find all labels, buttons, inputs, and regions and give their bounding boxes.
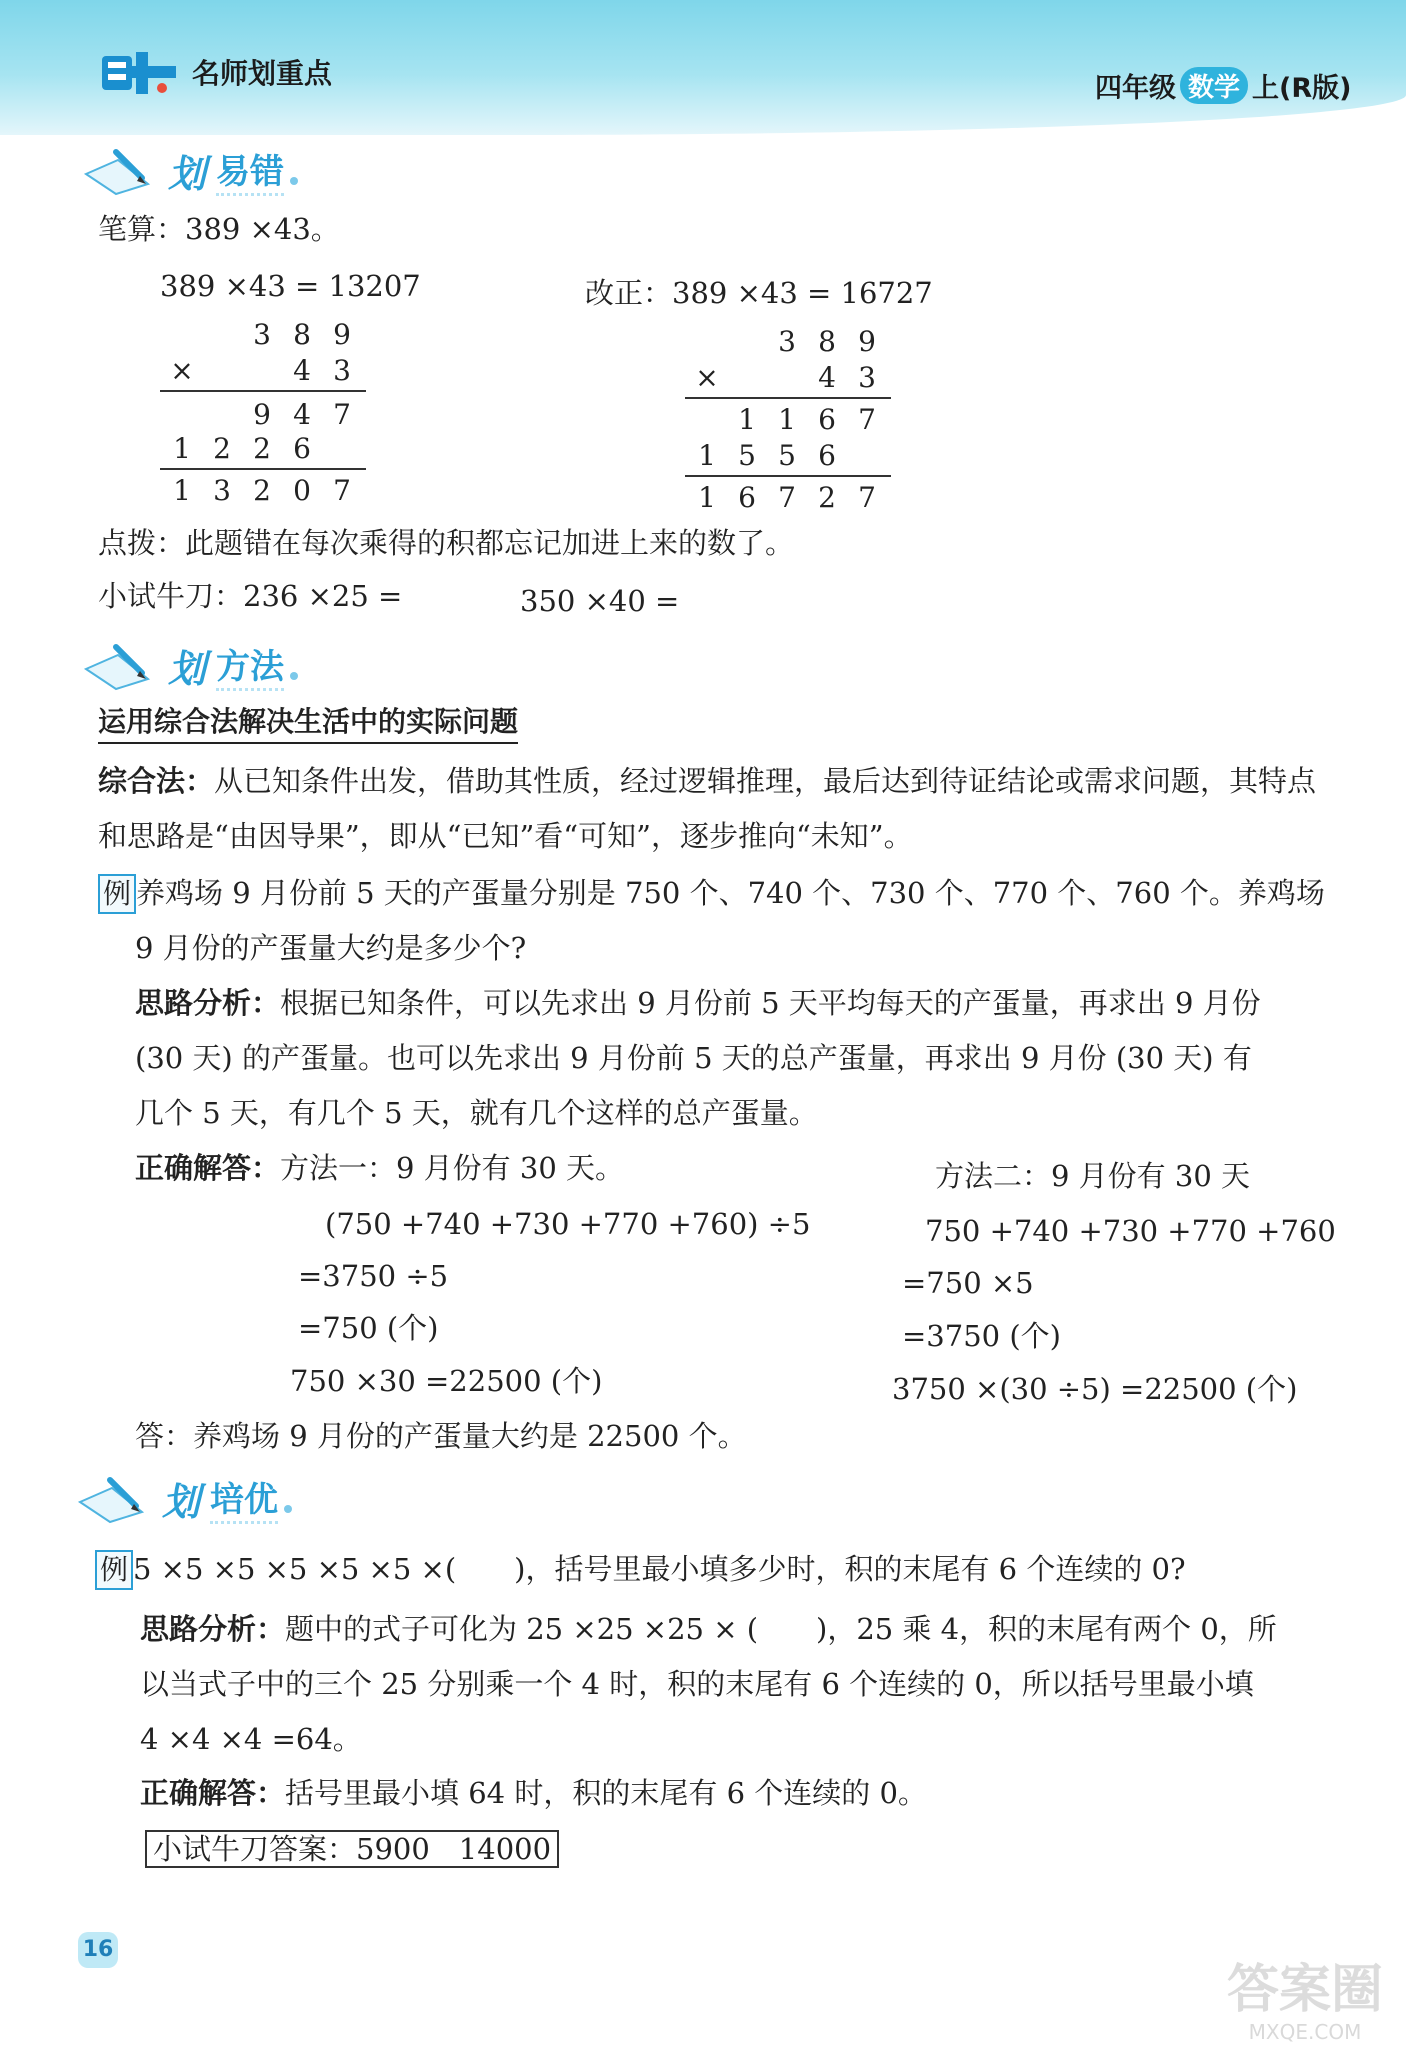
analysis-line-3: 几个 5 天，有几个 5 天，就有几个这样的总产蛋量。 <box>135 1096 818 1130</box>
answer-text: 括号里最小填 64 时，积的末尾有 6 个连续的 0。 <box>285 1776 927 1810</box>
example-text: 养鸡场 9 月份前 5 天的产蛋量分别是 750 个、740 个、730 个、770 个、760 个。养鸡场 <box>136 876 1325 910</box>
section-title-mistakes: 易错 <box>216 144 284 196</box>
try-it-answer: 小试牛刀答案：5900 14000 <box>145 1830 559 1868</box>
digit: 4 <box>818 361 836 394</box>
digit: 7 <box>778 481 796 514</box>
grade-prefix: 四年级 <box>1095 73 1176 104</box>
analysis-line-1 <box>135 982 1261 1026</box>
digit: 6 <box>818 439 836 472</box>
analysis-line-2: (30 天) 的产蛋量。也可以先求出 9 月份前 5 天的总产蛋量，再求出 9 月份 (30 天) 有 <box>135 1041 1252 1075</box>
analysis-label: 思路分析： <box>135 986 281 1020</box>
digit: 2 <box>213 432 231 465</box>
example-1-line-2: 9 月份的产蛋量大约是多少个? <box>135 931 527 965</box>
calc-line <box>160 390 366 392</box>
method-2-line-3: =3750 (个) <box>902 1319 1061 1353</box>
digit: 2 <box>253 474 271 507</box>
method-2-line-1: 750 +740 +730 +770 +760 <box>925 1214 1336 1248</box>
method-1-line-1: (750 +740 +730 +770 +760) ÷5 <box>325 1207 811 1241</box>
subject-badge: 数学 <box>1180 67 1248 104</box>
times-sign: × <box>170 354 194 387</box>
section-hua: 划 <box>168 151 207 196</box>
times-sign: × <box>695 361 719 394</box>
analysis-2-line-3: 4 ×4 ×4 =64。 <box>140 1722 362 1756</box>
digit: 3 <box>333 354 351 387</box>
digit: 6 <box>738 481 756 514</box>
digit: 6 <box>293 432 311 465</box>
grade-subject-label <box>1095 66 1352 105</box>
digit: 3 <box>778 325 796 358</box>
digit: 4 <box>293 354 311 387</box>
try-it-1: 小试牛刀：236 ×25 = <box>98 579 403 613</box>
answer-2-line <box>140 1772 927 1816</box>
section-header-advanced <box>76 1468 292 1528</box>
digit: 1 <box>698 481 716 514</box>
digit: 2 <box>253 432 271 465</box>
method-2-title: 方法二：9 月份有 30 天 <box>935 1159 1251 1193</box>
digit: 0 <box>293 474 311 507</box>
digit: 1 <box>173 432 191 465</box>
corrected-vertical-calc <box>685 325 905 515</box>
definition-line-1 <box>98 760 1316 804</box>
section-header-mistakes <box>82 140 298 200</box>
try-it-2: 350 ×40 = <box>520 584 680 618</box>
example-1-line-1 <box>98 872 1325 916</box>
section-dot <box>284 1505 292 1513</box>
section-title-advanced: 培优 <box>210 1472 278 1524</box>
digit: 8 <box>818 325 836 358</box>
watermark-url: MXQE.COM <box>1248 2020 1362 2044</box>
digit: 1 <box>778 403 796 436</box>
mistake-problem: 笔算：389 ×43。 <box>98 212 340 246</box>
digit: 7 <box>333 474 351 507</box>
digit: 5 <box>738 439 756 472</box>
calc-line <box>685 475 891 477</box>
watermark-title: 答案圈 <box>1226 1960 1383 2020</box>
example-badge: 例 <box>95 1550 133 1590</box>
answer-label: 正确解答： <box>140 1776 286 1810</box>
pencil-paper-icon <box>76 1472 158 1524</box>
definition-label: 综合法： <box>98 764 215 798</box>
digit: 7 <box>858 481 876 514</box>
method-1-line-4: 750 ×30 =22500 (个) <box>290 1364 603 1398</box>
digit: 9 <box>858 325 876 358</box>
wrong-vertical-calc <box>160 318 380 508</box>
brand-logo-icon <box>100 48 178 98</box>
calc-line <box>685 397 891 399</box>
method-2-line-4: 3750 ×(30 ÷5) =22500 (个) <box>892 1372 1298 1406</box>
grade-suffix: 上(R版) <box>1252 73 1352 104</box>
answer-method-1-title <box>135 1147 624 1191</box>
method-1-line-3: =750 (个) <box>298 1311 439 1345</box>
method-1-title: 方法一：9 月份有 30 天。 <box>280 1151 625 1185</box>
corrected-equation: 改正：389 ×43 = 16727 <box>585 276 933 310</box>
final-answer: 答：养鸡场 9 月份的产蛋量大约是 22500 个。 <box>135 1419 747 1453</box>
wrong-equation: 389 ×43 = 13207 <box>160 269 421 303</box>
digit: 5 <box>778 439 796 472</box>
watermark-logo <box>1220 1960 1390 2055</box>
method-subtitle: 运用综合法解决生活中的实际问题 <box>98 702 518 744</box>
section-hua: 划 <box>168 646 207 691</box>
digit: 8 <box>293 318 311 351</box>
analysis-2-line-1 <box>140 1608 1277 1652</box>
digit: 1 <box>698 439 716 472</box>
digit: 2 <box>818 481 836 514</box>
digit: 3 <box>213 474 231 507</box>
digit: 3 <box>253 318 271 351</box>
digit: 7 <box>333 398 351 431</box>
section-hua: 划 <box>162 1479 201 1524</box>
section-title-method: 方法 <box>216 639 284 691</box>
definition-line-2: 和思路是“由因导果”，即从“已知”看“可知”，逐步推向“未知”。 <box>98 819 913 853</box>
try-it-answer-box <box>145 1828 559 1872</box>
section-header-method <box>82 635 298 695</box>
example-text: 5 ×5 ×5 ×5 ×5 ×5 ×( )，括号里最小填多少时，积的末尾有 6 个连续的 0? <box>133 1552 1186 1586</box>
pencil-paper-icon <box>82 639 164 691</box>
mistake-tip: 点拨：此题错在每次乘得的积都忘记加进上来的数了。 <box>98 526 795 560</box>
digit: 4 <box>293 398 311 431</box>
method-2-line-2: =750 ×5 <box>902 1266 1034 1300</box>
analysis-text: 根据已知条件，可以先求出 9 月份前 5 天平均每天的产蛋量，再求出 9 月份 <box>280 986 1261 1020</box>
calc-line <box>160 468 366 470</box>
digit: 7 <box>858 403 876 436</box>
analysis-text: 题中的式子可化为 25 ×25 ×25 × ( )，25 乘 4，积的末尾有两个 0，所 <box>285 1612 1277 1646</box>
method-1-line-2: =3750 ÷5 <box>298 1259 449 1293</box>
answer-label: 正确解答： <box>135 1151 281 1185</box>
brand-name: 名师划重点 <box>192 57 333 90</box>
definition-text: 从已知条件出发，借助其性质，经过逻辑推理，最后达到待证结论或需求问题，其特点 <box>214 764 1317 798</box>
digit: 1 <box>738 403 756 436</box>
section-dot <box>290 672 298 680</box>
pencil-paper-icon <box>82 144 164 196</box>
example-badge: 例 <box>98 874 136 914</box>
section-dot <box>290 177 298 185</box>
page-number: 16 <box>78 1932 118 1968</box>
example-2-line <box>95 1548 1186 1592</box>
digit: 3 <box>858 361 876 394</box>
analysis-label: 思路分析： <box>140 1612 286 1646</box>
analysis-2-line-2: 以当式子中的三个 25 分别乘一个 4 时，积的末尾有 6 个连续的 0，所以括号里最小填 <box>140 1667 1254 1701</box>
digit: 9 <box>253 398 271 431</box>
digit: 1 <box>173 474 191 507</box>
digit: 9 <box>333 318 351 351</box>
digit: 6 <box>818 403 836 436</box>
